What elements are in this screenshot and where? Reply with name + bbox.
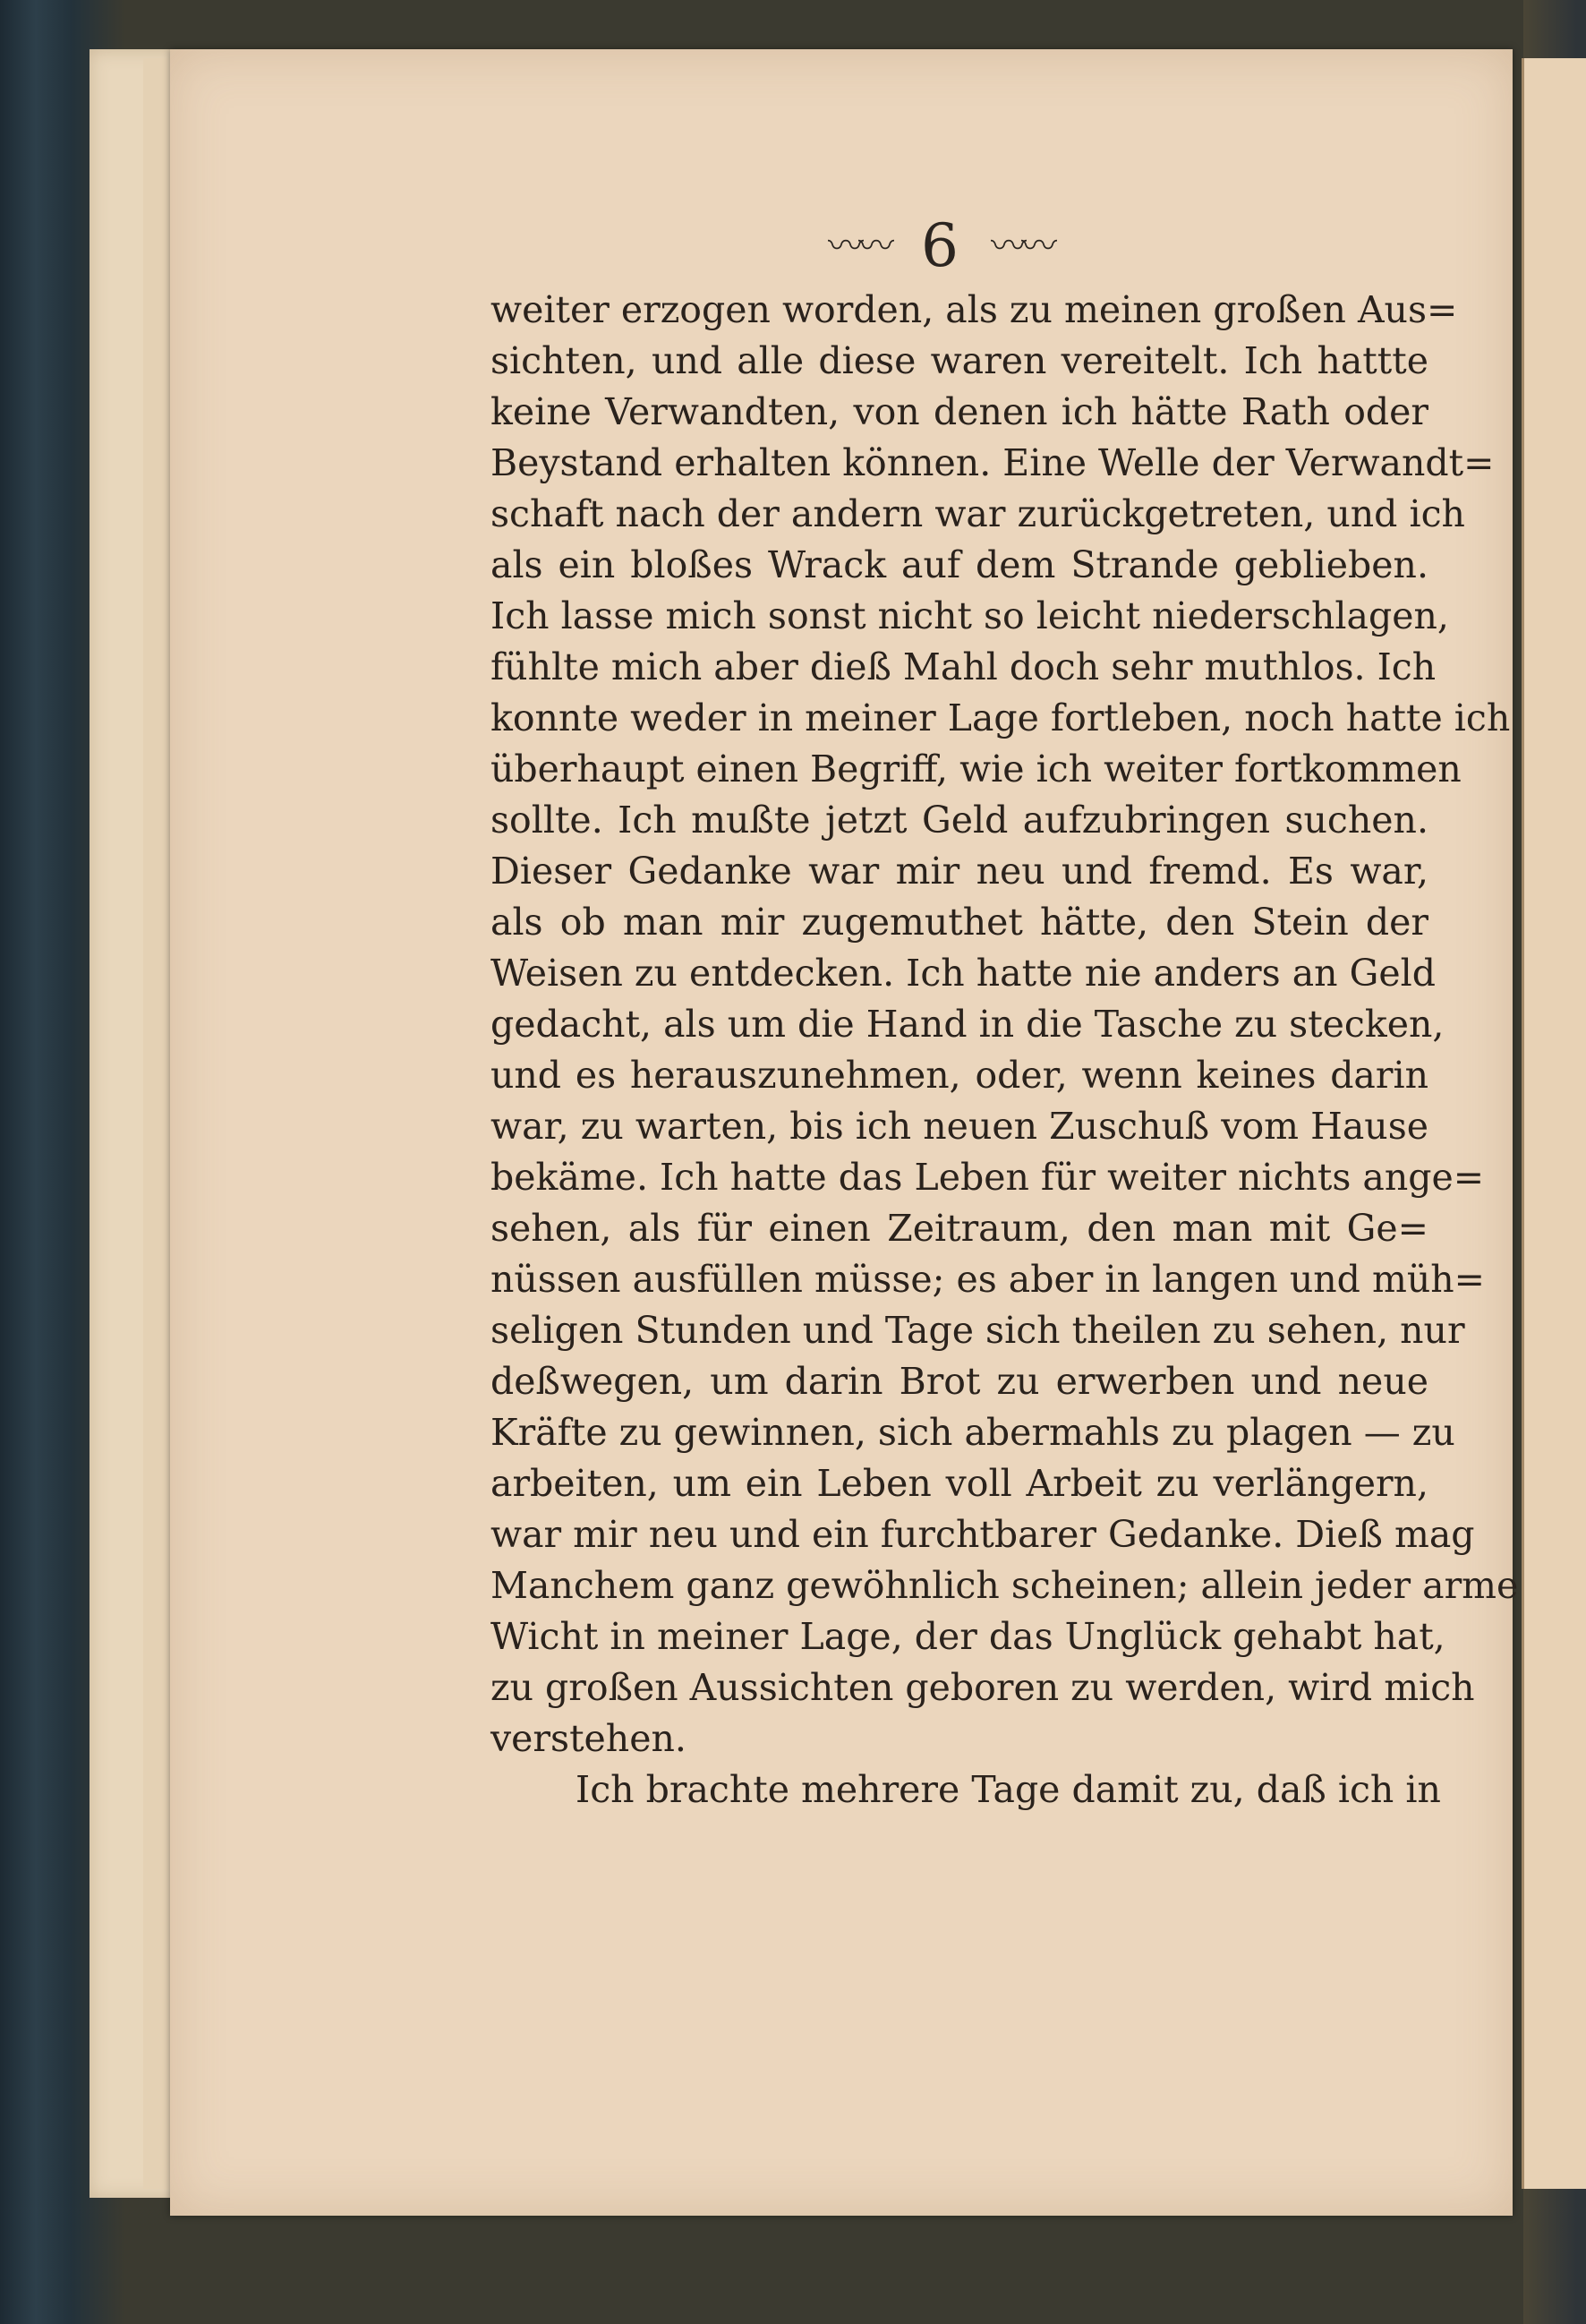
text-line: überhaupt einen Begriff, wie ich weiter fortkommen xyxy=(490,748,1462,790)
text-line: sehen, als für einen Zeitraum, den man mit Ge= xyxy=(490,1207,1428,1250)
text-line: sollte. Ich mußte jetzt Geld aufzubringen suchen. xyxy=(490,799,1428,842)
text-line: keine Verwandten, von denen ich hätte Rath oder xyxy=(490,390,1428,433)
text-line: war mir neu und ein furchtbarer Gedanke. Dieß mag xyxy=(490,1513,1475,1556)
text-line: Weisen zu entdecken. Ich hatte nie anders an Geld xyxy=(490,952,1436,995)
text-line: bekäme. Ich hatte das Leben für weiter nichts ange= xyxy=(490,1156,1485,1199)
text-line: Manchem ganz gewöhnlich scheinen; allein jeder arme xyxy=(490,1564,1519,1607)
page-number: 6 xyxy=(921,211,959,280)
text-line: konnte weder in meiner Lage fortleben, noch hatte ich xyxy=(490,696,1511,739)
body-text xyxy=(490,285,1519,1816)
text-line: Dieser Gedanke war mir neu und fremd. Es war, xyxy=(490,850,1428,893)
text-line: gedacht, als um die Hand in die Tasche zu stecken, xyxy=(490,1003,1445,1046)
text-line: weiter erzogen worden, als zu meinen großen Aus= xyxy=(490,288,1458,331)
text-line: nüssen ausfüllen müsse; es aber in langen und müh= xyxy=(490,1258,1485,1301)
text-line: Beystand erhalten können. Eine Welle der Verwandt= xyxy=(490,441,1495,484)
header-ornament-left: 〰〰 xyxy=(828,226,889,267)
text-line: als ob man mir zugemuthet hätte, den Stein der xyxy=(490,901,1428,944)
text-line: Wicht in meiner Lage, der das Unglück gehabt hat, xyxy=(490,1615,1445,1658)
text-line: Kräfte zu gewinnen, sich abermahls zu plagen — zu xyxy=(490,1411,1455,1454)
text-line: als ein bloßes Wrack auf dem Strande geblieben. xyxy=(490,543,1428,586)
text-line: fühlte mich aber dieß Mahl doch sehr muthlos. Ich xyxy=(490,645,1437,688)
page-header xyxy=(788,211,1092,280)
text-line: verstehen. xyxy=(490,1717,686,1760)
text-line: seligen Stunden und Tage sich theilen zu sehen, nur xyxy=(490,1309,1465,1352)
text-line: Ich lasse mich sonst nicht so leicht niederschlagen, xyxy=(490,594,1449,637)
text-line: schaft nach der andern war zurückgetreten, und ich xyxy=(490,492,1465,535)
text-line: deßwegen, um darin Brot zu erwerben und neue xyxy=(490,1360,1428,1403)
header-ornament-right: 〰〰 xyxy=(991,226,1052,267)
facing-page-edge xyxy=(1522,58,1586,2189)
text-line: war, zu warten, bis ich neuen Zuschuß vom Hause xyxy=(490,1105,1428,1148)
text-line: und es herauszunehmen, oder, wenn keines darin xyxy=(490,1054,1428,1097)
text-line: Ich brachte mehrere Tage damit zu, daß ich in xyxy=(576,1768,1441,1811)
text-line: arbeiten, um ein Leben voll Arbeit zu verlängern, xyxy=(490,1462,1428,1505)
text-line: zu großen Aussichten geboren zu werden, wird mich xyxy=(490,1666,1475,1709)
text-line: sichten, und alle diese waren vereitelt. Ich hattte xyxy=(490,339,1428,382)
